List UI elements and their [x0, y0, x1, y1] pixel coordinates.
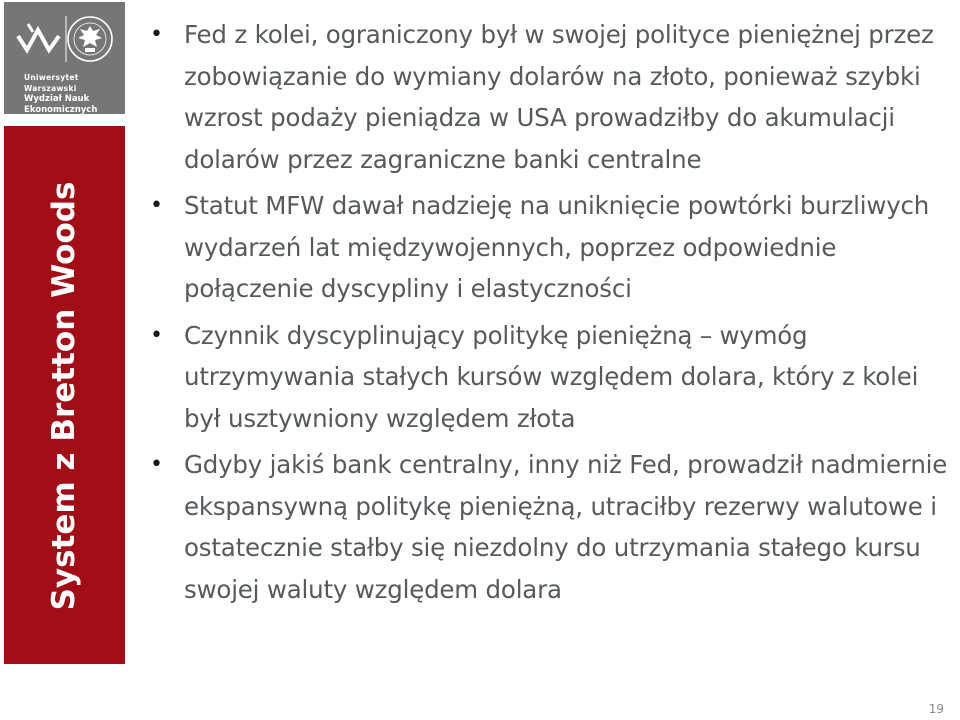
list-item	[150, 315, 955, 440]
list-item	[150, 185, 955, 310]
bullet-list	[150, 14, 955, 615]
bullet-text: Statut MFW dawał nadzieję na uniknięcie powtórki burzliwych wydarzeń lat międzywojennych, poprzez odpowiednie połączenie dyscypliny i elastyczności	[184, 191, 930, 303]
title-sidebar	[4, 126, 125, 664]
logo-faculty-line2: Ekonomicznych	[24, 105, 98, 115]
list-item	[150, 444, 955, 610]
bullet-icon: •	[150, 193, 163, 218]
bullet-text: Gdyby jakiś bank centralny, inny niż Fed, prowadził nadmiernie ekspansywną politykę pieniężną, utraciłby rezerwy walutowe i ostatecznie stałby się niezdolny do utrzymania stałego kursu swojej waluty względem dolara	[184, 450, 948, 604]
bullet-icon: •	[150, 452, 163, 477]
university-emblem-icon	[14, 12, 114, 66]
bullet-icon: •	[150, 22, 163, 47]
page-number: 19	[928, 702, 944, 716]
bullet-text: Fed z kolei, ograniczony był w swojej polityce pieniężnej przez zobowiązanie do wymiany dolarów na złoto, ponieważ szybki wzrost podaży pieniądza w USA prowadziłby do akumulacji dolarów przez zagraniczne banki centralne	[184, 20, 934, 174]
list-item	[150, 14, 955, 180]
bullet-icon: •	[150, 322, 163, 348]
slide-title: System z Bretton Woods	[46, 181, 82, 611]
bullet-text: Czynnik dyscyplinujący politykę pieniężną – wymóg utrzymywania stałych kursów względem dolara, który z kolei był usztywniony względem złota	[184, 320, 919, 433]
logo-university-name: Uniwersytet Warszawski	[24, 73, 79, 93]
logo-text	[24, 72, 125, 116]
logo-faculty-line1: Wydział Nauk	[24, 94, 90, 104]
university-logo	[4, 2, 125, 114]
